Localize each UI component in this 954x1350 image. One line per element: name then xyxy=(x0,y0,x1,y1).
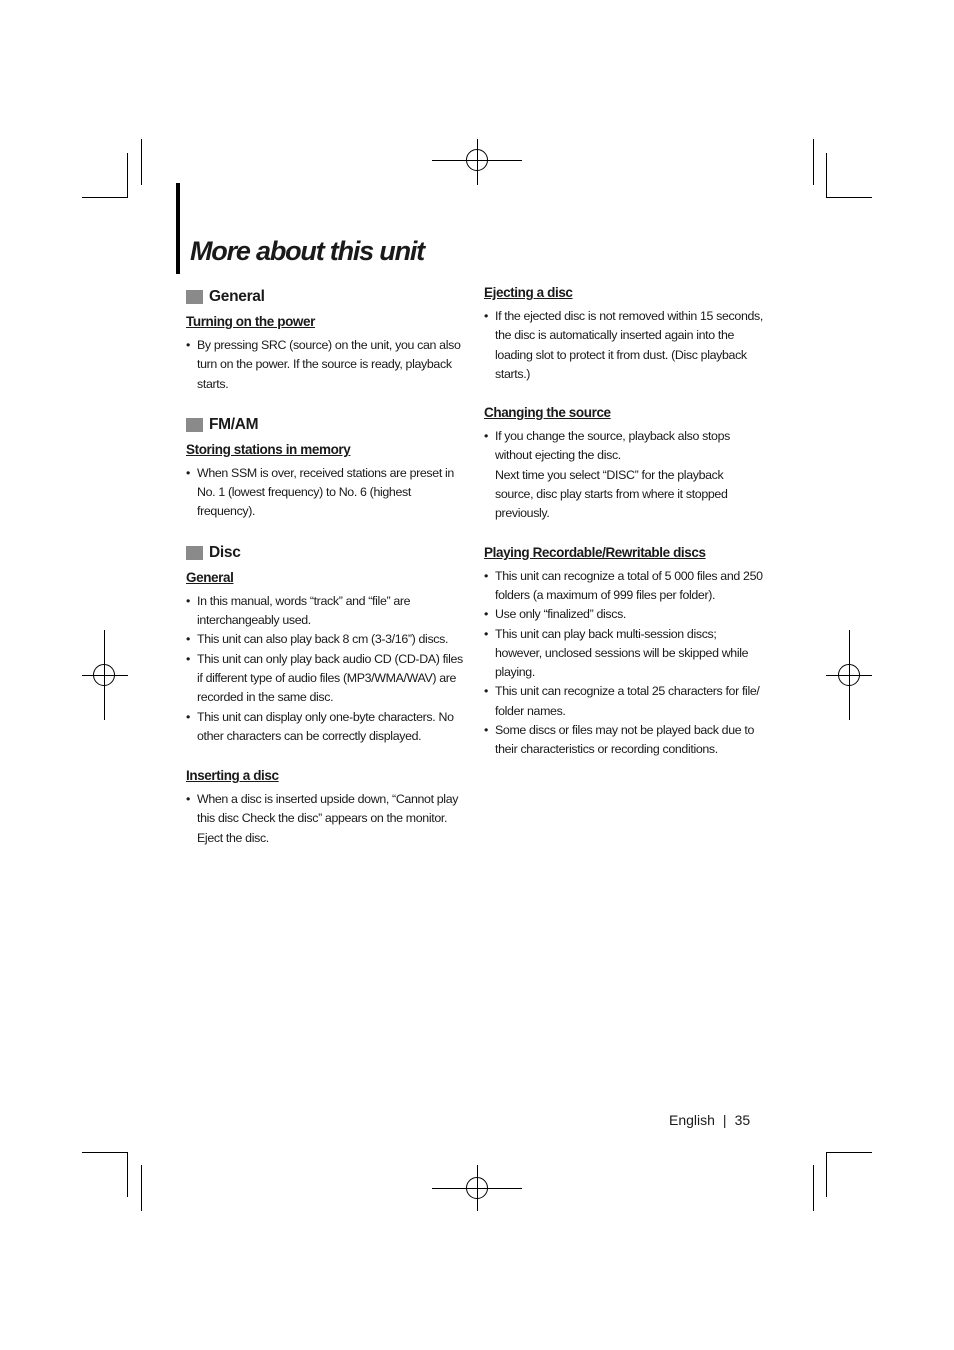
list-item xyxy=(484,427,764,523)
registration-circle xyxy=(838,664,860,686)
registration-circle xyxy=(466,1177,488,1199)
crop-mark xyxy=(82,197,128,198)
section-heading-general xyxy=(186,286,466,308)
section-square-icon xyxy=(186,546,203,560)
footer-separator: | xyxy=(722,1112,727,1128)
section-square-icon xyxy=(186,418,203,432)
right-column xyxy=(484,283,764,760)
bullet-icon: • xyxy=(186,709,190,724)
subheading-changing-source: Changing the source xyxy=(484,405,611,421)
page-number: 35 xyxy=(734,1112,751,1128)
list-item-text: This unit can also play back 8 cm (3-3/16”) discs. xyxy=(197,632,449,647)
list-turning-power xyxy=(186,336,466,394)
left-column xyxy=(186,286,466,848)
subheading-turning-power: Turning on the power xyxy=(186,314,315,329)
section-square-icon xyxy=(186,290,203,304)
bullet-icon: • xyxy=(484,568,488,583)
crop-mark xyxy=(127,153,128,198)
list-disc-general xyxy=(186,592,466,746)
subheading-inserting-disc: Inserting a disc xyxy=(186,768,279,784)
list-item-text: This unit can play back multi-session discs; however, unclosed sessions will be skipped while playing. xyxy=(495,626,749,680)
list-item xyxy=(186,336,466,394)
bullet-icon: • xyxy=(186,465,190,480)
crop-mark xyxy=(826,197,872,198)
list-item-text: When SSM is over, received stations are preset in No. 1 (lowest frequency) to No. 6 (highest frequency). xyxy=(197,465,454,519)
list-item-text: This unit can recognize a total of 5 000 files and 250 folders (a maximum of 999 files per folder). xyxy=(495,568,763,602)
list-item xyxy=(186,630,466,649)
crop-mark xyxy=(127,1152,128,1197)
crop-mark xyxy=(826,153,827,198)
crop-mark xyxy=(813,139,814,185)
crop-mark xyxy=(141,1165,142,1211)
list-item xyxy=(484,605,764,624)
list-item xyxy=(186,592,466,631)
bullet-icon: • xyxy=(484,309,488,323)
bullet-icon: • xyxy=(484,429,488,444)
list-item xyxy=(484,307,764,384)
bullet-icon: • xyxy=(186,651,190,666)
subheading-recordable-discs: Playing Recordable/Rewritable discs xyxy=(484,544,706,560)
list-item xyxy=(186,790,466,848)
list-item-text: This unit can only play back audio CD (CD-DA) files if different type of audio files (MP3/WMA/WAV) are recorded in the same disc. xyxy=(197,651,463,705)
registration-circle xyxy=(93,664,115,686)
list-changing-source xyxy=(484,427,764,523)
crop-mark xyxy=(813,1165,814,1211)
list-item xyxy=(186,708,466,747)
bullet-icon: • xyxy=(484,684,488,699)
list-item-text: This unit can display only one-byte characters. No other characters can be correctly displayed. xyxy=(197,709,454,743)
bullet-icon: • xyxy=(186,593,190,608)
list-item xyxy=(186,464,466,522)
list-storing-stations xyxy=(186,464,466,522)
page-title: More about this unit xyxy=(190,236,424,266)
list-item xyxy=(484,567,764,606)
section-label: General xyxy=(209,288,265,305)
bullet-icon: • xyxy=(484,626,488,641)
list-ejecting-disc xyxy=(484,307,764,384)
crop-mark xyxy=(82,1152,128,1153)
section-label: FM/AM xyxy=(209,415,259,433)
list-item xyxy=(186,650,466,708)
footer-language: English xyxy=(669,1112,715,1128)
subheading-disc-general: General xyxy=(186,569,234,585)
bullet-icon: • xyxy=(484,723,488,738)
title-bar xyxy=(176,183,180,274)
list-recordable-discs xyxy=(484,567,764,760)
section-heading-disc xyxy=(186,542,466,564)
section-heading-fmam xyxy=(186,414,466,436)
list-item-text: By pressing SRC (source) on the unit, you can also turn on the power. If the source is ready, playback starts. xyxy=(197,338,461,391)
crop-mark xyxy=(141,139,142,185)
registration-circle xyxy=(466,149,488,171)
crop-mark xyxy=(826,1152,827,1197)
list-item-continuation: Next time you select “DISC” for the playback source, disc play starts from where it stopped previously. xyxy=(495,467,728,521)
bullet-icon: • xyxy=(186,792,190,807)
subheading-ejecting-disc: Ejecting a disc xyxy=(484,285,573,300)
list-item xyxy=(484,682,764,721)
list-item xyxy=(484,721,764,760)
bullet-icon: • xyxy=(186,338,190,352)
list-item-text: Use only “finalized” discs. xyxy=(495,607,627,622)
list-item-text: If you change the source, playback also stops without ejecting the disc. xyxy=(495,429,730,463)
section-label: Disc xyxy=(209,543,241,561)
list-item xyxy=(484,625,764,683)
list-inserting-disc xyxy=(186,790,466,848)
list-item-text: If the ejected disc is not removed within 15 seconds, the disc is automatically inserted again into the loading slot to protect it from dust. (Disc playback starts.) xyxy=(495,309,763,381)
list-item-text: When a disc is inserted upside down, “Cannot play this disc Check the disc” appears on the monitor. Eject the disc. xyxy=(197,792,459,845)
list-item-text: Some discs or files may not be played back due to their characteristics or recording conditions. xyxy=(495,723,755,757)
subheading-storing-stations: Storing stations in memory xyxy=(186,441,351,457)
page-footer xyxy=(669,1112,750,1128)
bullet-icon: • xyxy=(484,607,488,622)
bullet-icon: • xyxy=(186,632,190,647)
list-item-text: In this manual, words “track” and “file” are interchangeably used. xyxy=(197,593,411,628)
crop-mark xyxy=(826,1152,872,1153)
list-item-text: This unit can recognize a total 25 characters for file/ folder names. xyxy=(495,684,760,718)
